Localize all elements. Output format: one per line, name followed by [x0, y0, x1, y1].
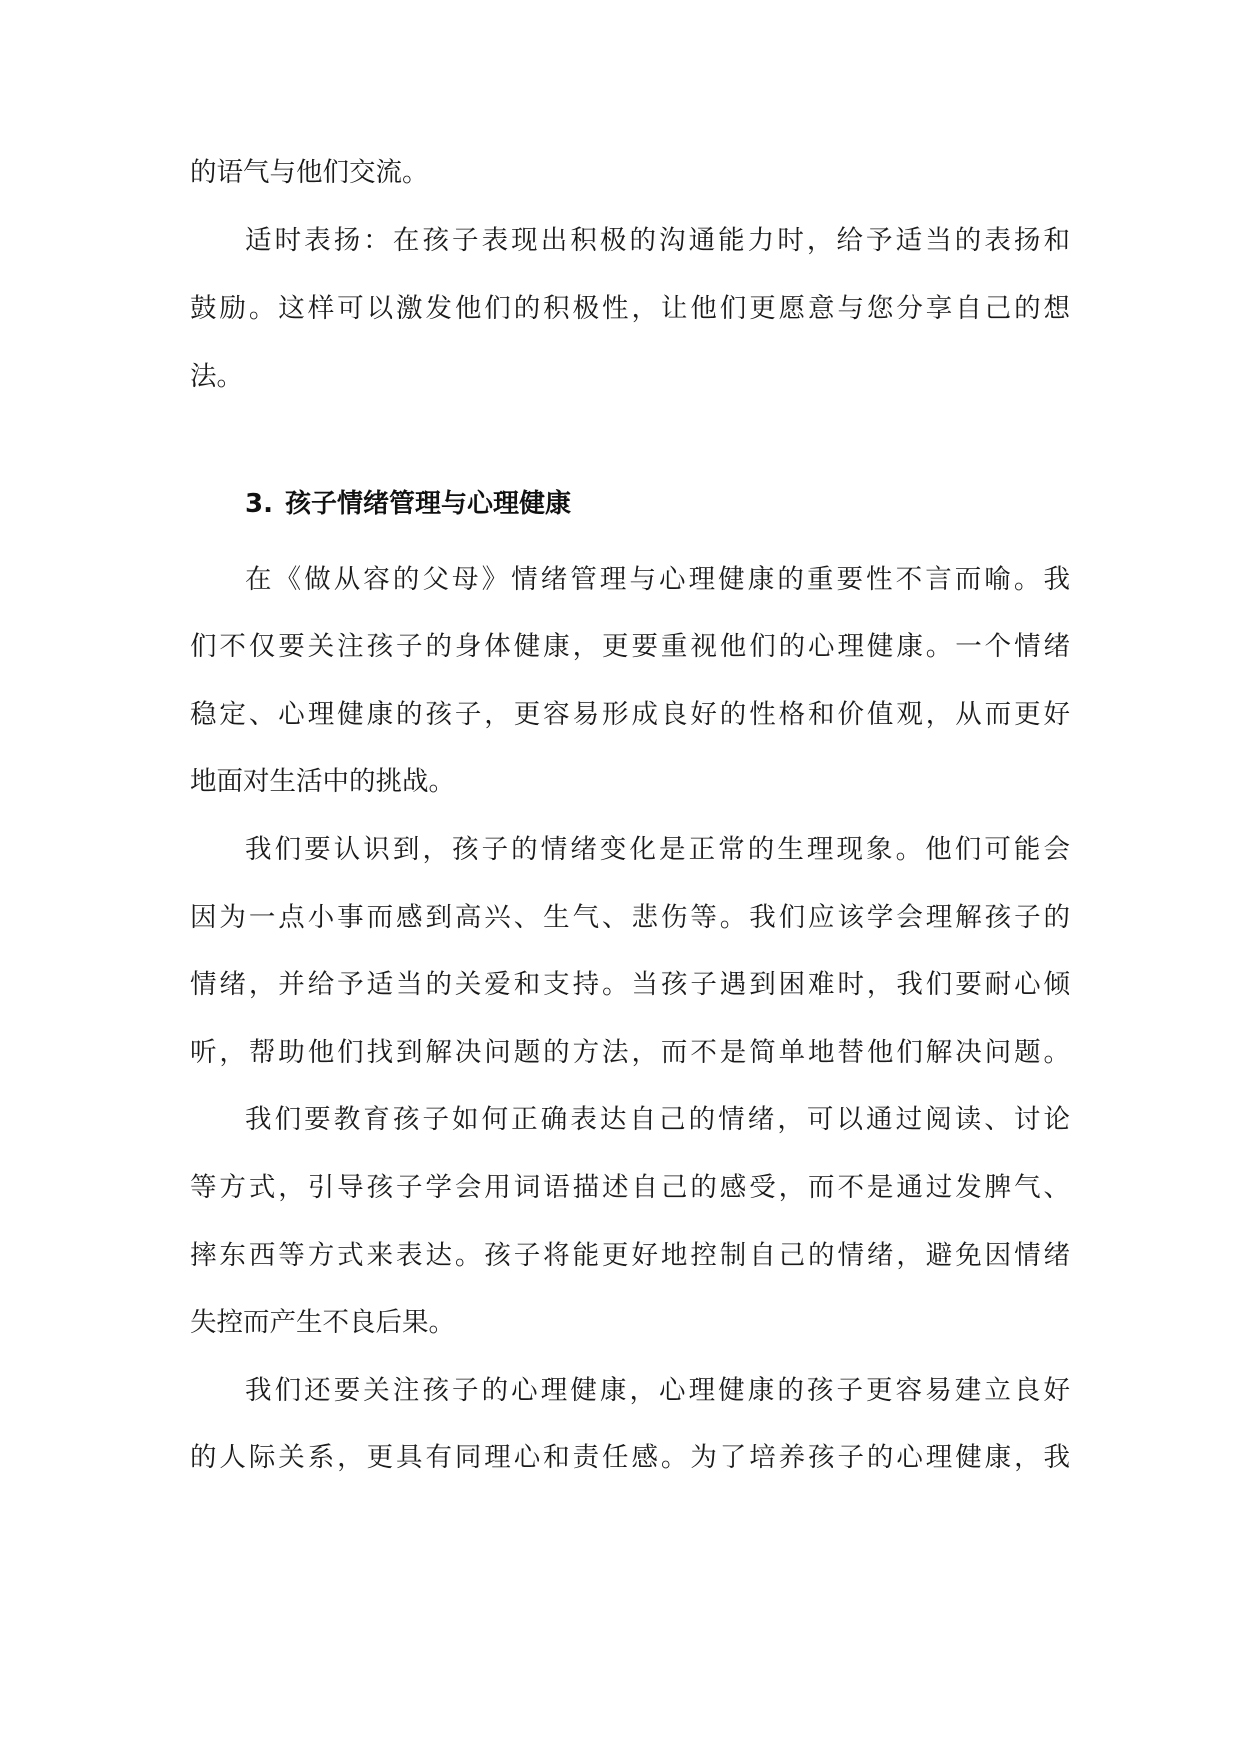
para1-line-2: 们不仅要关注孩子的身体健康，更要重视他们的心理健康。一个情绪 [190, 631, 1070, 662]
para1-line-3: 稳定、心理健康的孩子，更容易形成良好的性格和价值观，从而更好 [190, 699, 1070, 730]
para2-line-1: 我们要认识到，孩子的情绪变化是正常的生理现象。他们可能会 [245, 834, 1070, 865]
section-heading [245, 484, 571, 524]
para1-line-1: 在《做从容的父母》情绪管理与心理健康的重要性不言而喻。我 [245, 564, 1070, 595]
para4-line-1: 我们还要关注孩子的心理健康，心理健康的孩子更容易建立良好 [245, 1375, 1070, 1406]
para3-line-2: 等方式，引导孩子学会用词语描述自己的感受，而不是通过发脾气、 [190, 1172, 1070, 1203]
intro-line-1: 的语气与他们交流。 [190, 157, 429, 188]
para3-line-3: 摔东西等方式来表达。孩子将能更好地控制自己的情绪，避免因情绪 [190, 1240, 1070, 1271]
para3-line-1: 我们要教育孩子如何正确表达自己的情绪，可以通过阅读、讨论 [245, 1104, 1070, 1135]
para2-line-4: 听，帮助他们找到解决问题的方法，而不是简单地替他们解决问题。 [190, 1037, 1070, 1068]
para2-line-2: 因为一点小事而感到高兴、生气、悲伤等。我们应该学会理解孩子的 [190, 902, 1070, 933]
praise-line-1: 适时表扬：在孩子表现出积极的沟通能力时，给予适当的表扬和 [245, 225, 1070, 256]
para3-line-4: 失控而产生不良后果。 [190, 1307, 455, 1338]
praise-line-2: 鼓励。这样可以激发他们的积极性，让他们更愿意与您分享自己的想 [190, 293, 1070, 324]
section-title: 孩子情绪管理与心理健康 [284, 489, 571, 519]
para4-line-2: 的人际关系，更具有同理心和责任感。为了培养孩子的心理健康，我 [190, 1442, 1070, 1473]
para2-line-3: 情绪，并给予适当的关爱和支持。当孩子遇到困难时，我们要耐心倾 [190, 969, 1070, 1000]
para1-line-4: 地面对生活中的挑战。 [190, 766, 455, 797]
section-number: 3. [245, 489, 273, 519]
praise-line-3: 法。 [190, 361, 243, 392]
